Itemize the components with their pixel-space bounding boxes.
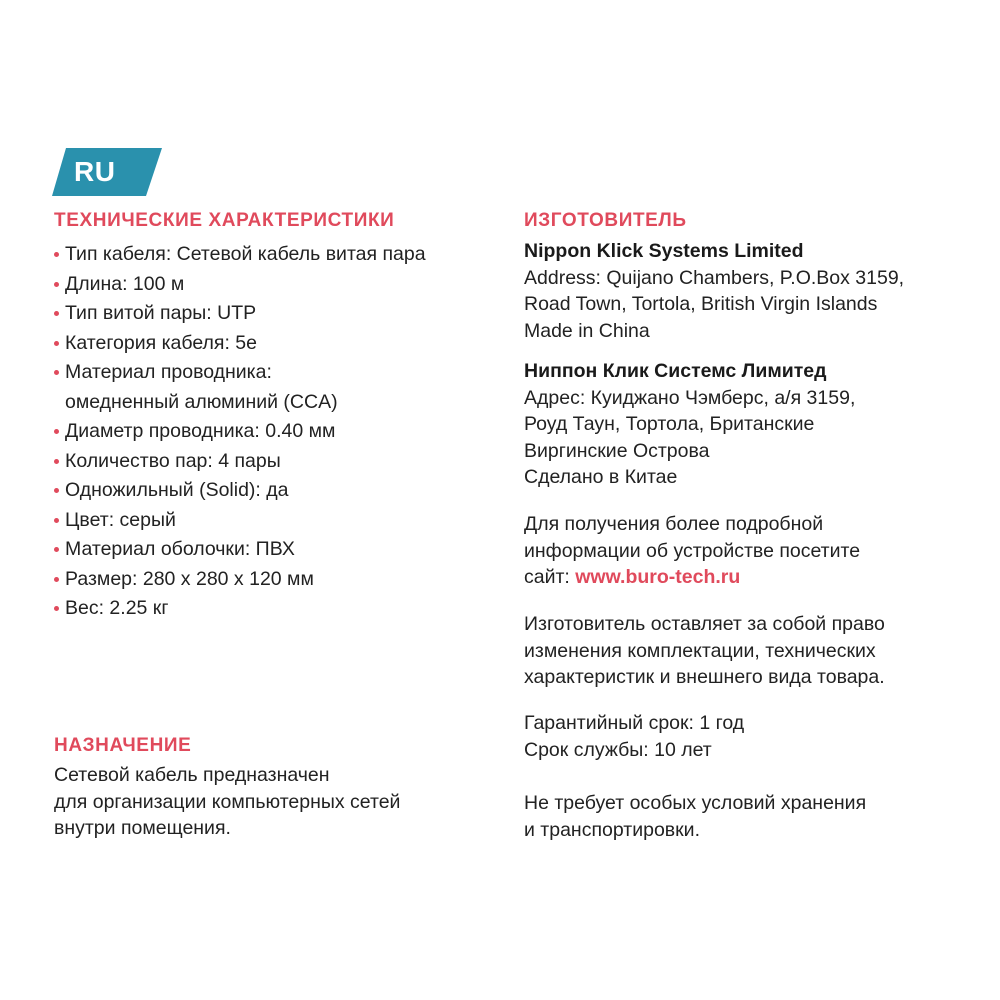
bullet-icon: [54, 252, 59, 257]
storage-line: Не требует особых условий хранения: [524, 792, 867, 814]
address-en-line: Road Town, Tortola, British Virgin Islands: [524, 293, 878, 315]
address-ru-line: Виргинские Острова: [524, 439, 710, 462]
warranty-period: Гарантийный срок: 1 год: [524, 712, 745, 734]
rights-block: [524, 611, 974, 691]
more-info-line: информации об устройстве посетите: [524, 539, 861, 562]
spec-item-solid: Одножильный (Solid): да: [54, 476, 504, 506]
language-badge-label: RU: [74, 156, 116, 187]
manufacturer-name-en: Nippon Klick Systems Limited: [524, 240, 804, 262]
spec-item-color: Цвет: серый: [54, 506, 504, 536]
bullet-icon: [54, 547, 59, 552]
warranty-block: [524, 710, 974, 763]
rights-line: изменения комплектации, технических: [524, 639, 876, 662]
more-info-line: Для получения более подробной: [524, 513, 824, 535]
specs-heading: ТЕХНИЧЕСКИЕ ХАРАКТЕРИСТИКИ: [54, 210, 395, 231]
bullet-icon: [54, 282, 59, 287]
made-in-en: Made in China: [524, 319, 650, 342]
rights-line: Изготовитель оставляет за собой право: [524, 613, 885, 635]
bullet-icon: [54, 459, 59, 464]
service-life: Срок службы: 10 лет: [524, 738, 712, 761]
site-prefix: сайт:: [524, 566, 570, 588]
manufacturer-heading: ИЗГОТОВИТЕЛЬ: [524, 210, 687, 231]
address-ru-line: Адрес: Куиджано Чэмберс, а/я 3159,: [524, 386, 856, 409]
spec-item-conductor-material-cont: омедненный алюминий (CCA): [65, 390, 338, 413]
purpose-text: [54, 762, 494, 842]
purpose-line: Сетевой кабель предназначен: [54, 764, 330, 786]
spec-item-cable-type: Тип кабеля: Сетевой кабель витая пара: [54, 240, 504, 270]
spec-item-length: Длина: 100 м: [54, 270, 504, 300]
storage-block: [524, 790, 974, 843]
purpose-heading: НАЗНАЧЕНИЕ: [54, 735, 192, 756]
rights-line: характеристик и внешнего вида товара.: [524, 666, 885, 688]
spec-item-weight: Вес: 2.25 кг: [54, 594, 504, 624]
storage-line: и транспортировки.: [524, 818, 700, 841]
purpose-line: для организации компьютерных сетей: [54, 790, 401, 813]
spec-item-size: Размер: 280 x 280 x 120 мм: [54, 565, 504, 595]
address-ru-line: Роуд Таун, Тортола, Британские: [524, 413, 815, 435]
bullet-icon: [54, 311, 59, 316]
bullet-icon: [54, 341, 59, 346]
address-en-line: Address: Quijano Chambers, P.O.Box 3159,: [524, 266, 905, 289]
site-line: [524, 564, 974, 591]
bullet-icon: [54, 488, 59, 493]
spec-item-conductor-diameter: Диаметр проводника: 0.40 мм: [54, 417, 504, 447]
bullet-icon: [54, 577, 59, 582]
spec-item-category: Категория кабеля: 5е: [54, 329, 504, 359]
purpose-line: внутри помещения.: [54, 817, 231, 839]
manufacturer-name-ru: Ниппон Клик Системс Лимитед: [524, 360, 827, 382]
bullet-icon: [54, 429, 59, 434]
specs-list: [54, 240, 504, 624]
spec-item-twisted-pair-type: Тип витой пары: UTP: [54, 299, 504, 329]
more-info-block: [524, 511, 974, 591]
language-badge: [52, 148, 162, 196]
bullet-icon: [54, 370, 59, 375]
spec-item-jacket-material: Материал оболочки: ПВХ: [54, 535, 504, 565]
spec-item-conductor-material: Материал проводника:: [54, 358, 504, 388]
spec-item-pair-count: Количество пар: 4 пары: [54, 447, 504, 477]
bullet-icon: [54, 518, 59, 523]
site-link[interactable]: www.buro-tech.ru: [575, 566, 741, 588]
manufacturer-en-block: [524, 238, 974, 344]
bullet-icon: [54, 606, 59, 611]
made-in-ru: Сделано в Китае: [524, 466, 678, 488]
manufacturer-ru-block: [524, 358, 974, 491]
